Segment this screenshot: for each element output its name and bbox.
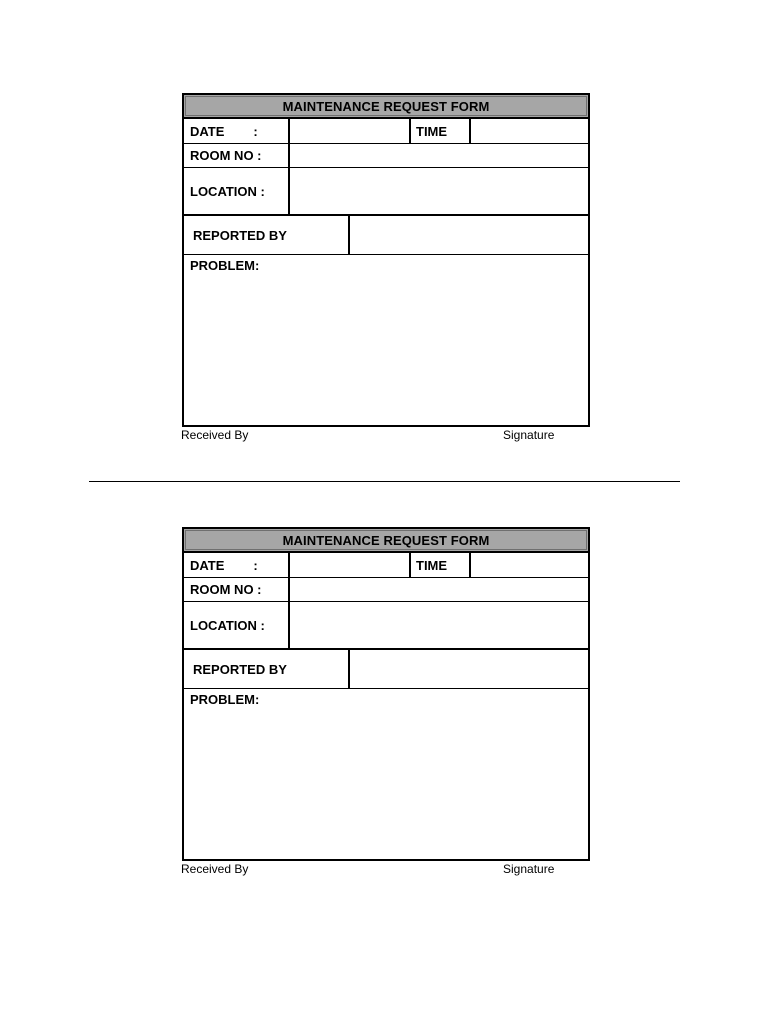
date-label: DATE : (190, 558, 258, 573)
date-label: DATE : (190, 124, 258, 139)
time-label: TIME (416, 558, 448, 573)
form-box (182, 93, 590, 427)
maintenance-form-1 (181, 93, 590, 442)
problem-field[interactable] (186, 711, 586, 857)
room-field[interactable] (290, 144, 587, 166)
room-label: ROOM NO : (190, 148, 262, 163)
location-label: LOCATION : (190, 618, 265, 633)
location-field[interactable] (290, 602, 587, 647)
reported-by-label: REPORTED BY (193, 228, 287, 243)
form-box (182, 527, 590, 861)
received-by-label: Received By (181, 862, 249, 876)
row-divider (184, 254, 588, 255)
reported-by-field[interactable] (350, 650, 587, 687)
form-title: MAINTENANCE REQUEST FORM (184, 529, 588, 553)
location-label: LOCATION : (190, 184, 265, 199)
reported-by-field[interactable] (350, 216, 587, 253)
room-label: ROOM NO : (190, 582, 262, 597)
signature-label: Signature (503, 428, 555, 442)
maintenance-form-2 (181, 527, 590, 876)
problem-field[interactable] (186, 277, 586, 423)
form-title: MAINTENANCE REQUEST FORM (184, 95, 588, 119)
time-field[interactable] (471, 120, 587, 142)
location-field[interactable] (290, 168, 587, 213)
room-field[interactable] (290, 578, 587, 600)
problem-label: PROBLEM: (190, 692, 260, 707)
column-divider (409, 119, 411, 143)
reported-by-label: REPORTED BY (193, 662, 287, 677)
column-divider (409, 553, 411, 577)
date-field[interactable] (290, 120, 408, 142)
received-by-label: Received By (181, 428, 249, 442)
row-divider (184, 688, 588, 689)
time-label: TIME (416, 124, 448, 139)
problem-label: PROBLEM: (190, 258, 260, 273)
date-field[interactable] (290, 554, 408, 576)
page-divider (89, 481, 680, 482)
signature-label: Signature (503, 862, 555, 876)
time-field[interactable] (471, 554, 587, 576)
